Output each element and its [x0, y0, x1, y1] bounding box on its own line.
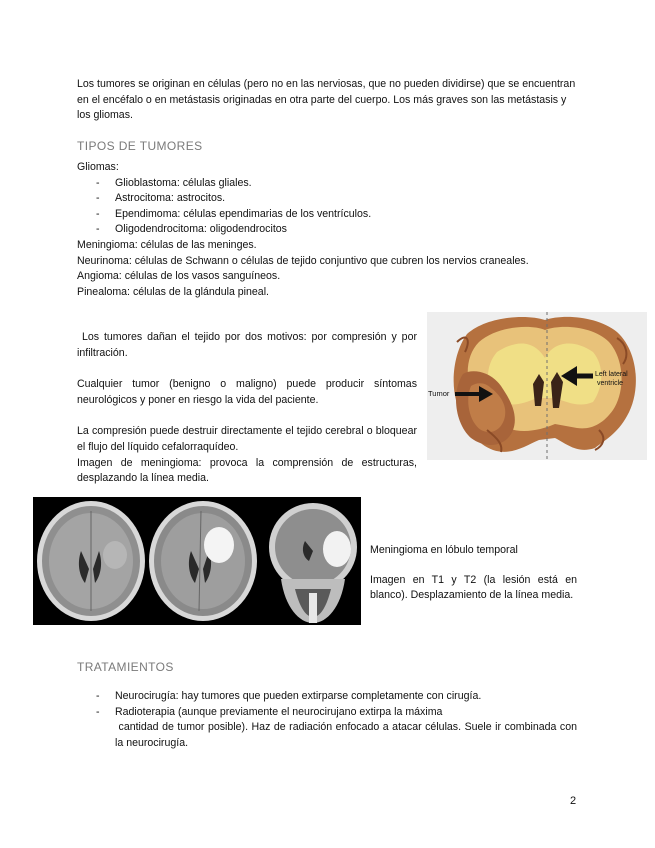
damage-paragraph-2: Cualquier tumor (benigno o maligno) puede producir síntomas neurológicos y poner en riesgo la vida del paciente.: [77, 378, 417, 406]
list-item: - Glioblastoma: células gliales.: [77, 176, 577, 192]
section-heading-types: TIPOS DE TUMORES: [77, 139, 203, 153]
label-ventricle-line2: ventricle: [597, 380, 624, 387]
type-angioma: Angioma: células de los vasos sanguíneos.: [77, 270, 281, 283]
list-item: - Oligodendrocitoma: oligodendrocitos: [77, 222, 577, 238]
section-heading-treatments: TRATAMIENTOS: [77, 660, 174, 674]
treatments-list: [77, 689, 577, 720]
type-pinealoma: Pinealoma: células de la glándula pineal.: [77, 285, 269, 298]
mri-caption-text: Imagen en T1 y T2 (la lesión está en blanco). Desplazamiento de la línea media.: [370, 573, 577, 602]
damage-section: [77, 330, 420, 487]
mri-scan-axial-t1: [37, 501, 145, 621]
label-tumor: Tumor: [428, 389, 450, 398]
list-item-continuation: cantidad de tumor posible). Haz de radiación enfocado a atacar células. Suele ir combinada con la neurocirugía.: [115, 721, 580, 749]
list-item: - Radioterapia (aunque previamente el neurocirujano extirpa la máxima: [77, 705, 577, 721]
mri-caption-title: Meningioma en lóbulo temporal: [370, 544, 518, 556]
mri-caption: [370, 543, 577, 618]
brain-section-image: [427, 312, 647, 460]
treatments-section: [77, 689, 580, 751]
page-number: 2: [570, 795, 577, 807]
type-neurinoma: Neurinoma: células de Schwann o células de tejido conjuntivo que cubren los nervios craneales.: [77, 254, 529, 267]
mri-scans-image: [33, 497, 361, 625]
gliomas-list: [77, 176, 577, 238]
gliomas-label: Gliomas:: [77, 161, 119, 173]
tumor-types-section: [77, 160, 577, 300]
intro-paragraph: Los tumores se originan en células (pero no en las nerviosas, que no pueden dividirse) que se encuentran en el encéfalo o en metástasis originadas en otra parte del cuerpo. Los más graves son las metástasis y los gliomas.: [77, 78, 576, 122]
damage-paragraph-1: Los tumores dañan el tejido por dos motivos: por compresión y por infiltración.: [77, 331, 420, 359]
list-item: - Ependimoma: células ependimarias de los ventrículos.: [77, 207, 577, 223]
list-item: - Neurocirugía: hay tumores que pueden extirparse completamente con cirugía.: [77, 689, 577, 705]
mri-scan-axial-t2: [149, 501, 257, 621]
type-meningioma: Meningioma: células de las meninges.: [77, 238, 257, 251]
damage-paragraph-3: La compresión puede destruir directamente el tejido cerebral o bloquear el flujo del líquido cefalorraquídeo.: [77, 425, 417, 453]
damage-paragraph-4: Imagen de meningioma: provoca la comprensión de estructuras, desplazando la línea media.: [77, 456, 417, 485]
list-item: - Astrocitoma: astrocitos.: [77, 191, 577, 207]
label-ventricle-line1: Left lateral: [595, 371, 628, 378]
